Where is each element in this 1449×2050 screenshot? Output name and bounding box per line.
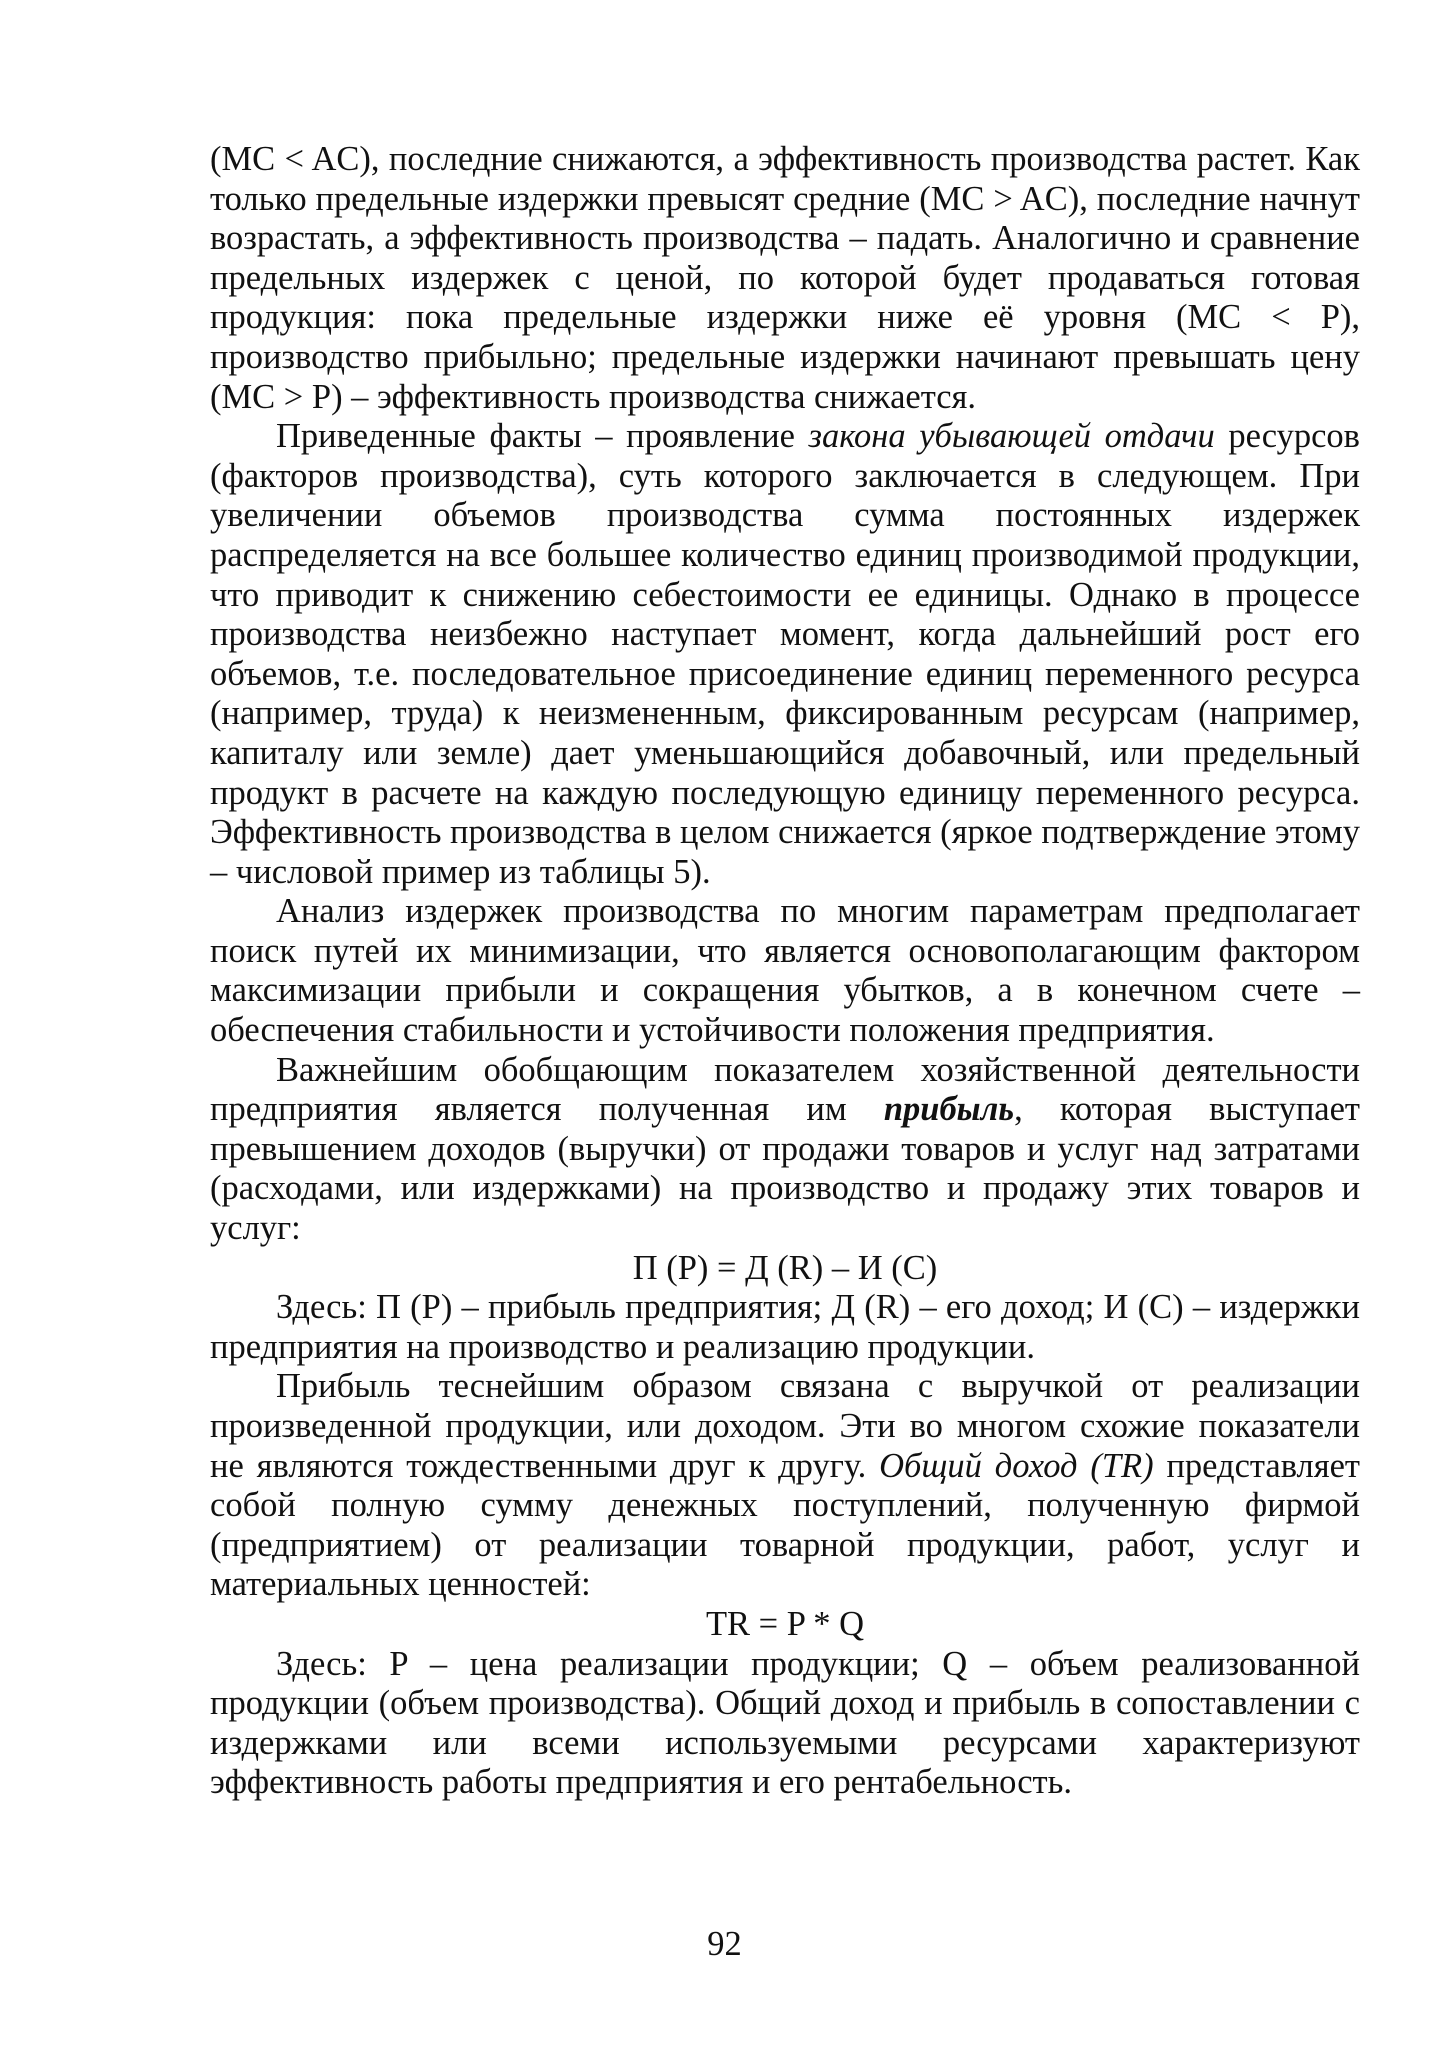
revenue-formula: TR = P * Q	[705, 1604, 865, 1643]
paragraph-3: Анализ издержек производства по многим параметрам предполагает поиск путей их минимизации, что является основополагающим фактором максимизации прибыли и сокращения убытков, а в конечном счете – обеспечения стабильности и устойчивости положения предприятия.	[210, 892, 1360, 1050]
page-body	[210, 140, 1360, 1803]
paragraph-2-text-start: Приведенные факты – проявление	[276, 417, 809, 456]
paragraph-6-text-start: Прибыль теснейшим образом связана с выручкой от реализации произведенной продукции, или доходом. Эти во многом схожие показатели не являются тождественными друг к другу.	[210, 1367, 1360, 1485]
paragraph-6-text-end: представляет собой полную сумму денежных поступлений, полученную фирмой (предприятием) от реализации товарной продукции, работ, услуг и материальных ценностей:	[210, 1446, 1361, 1604]
paragraph-2-text-end: ресурсов (факторов производства), суть которого заключается в следующем. При увеличении объемов производства сумма постоянных издержек распределяется на все большее количество единиц производимой продукции, что приводит к снижению себестоимости ее единицы. Однако в процессе производства неизбежно наступает момент, когда дальнейший рост его объемов, т.е. последовательное присоединение единиц переменного ресурса (например, труда) к неизмененным, фиксированным ресурсам (например, капиталу или земле) дает уменьшающийся добавочный, или предельный продукт в расчете на каждую последующую единицу переменного ресурса. Эффективность производства в целом снижается (яркое подтверждение этому – числовой пример из таблицы 5).	[210, 417, 1360, 891]
law-of-diminishing-returns-term: закона убывающей отдачи	[808, 417, 1215, 456]
paragraph-7: Здесь: P – цена реализации продукции; Q – объем реализованной продукции (объем производства). Общий доход и прибыль в сопоставлении с издержками или всеми используемыми ресурсами характеризуют эффективность работы предприятия и его рентабельность.	[210, 1644, 1360, 1802]
paragraph-5: Здесь: П (P) – прибыль предприятия; Д (R) – его доход; И (C) – издержки предприятия на производство и реализацию продукции.	[210, 1288, 1360, 1366]
paragraph-4-text-end: , которая выступает превышением доходов (выручки) от продажи товаров и услуг над затратами (расходами, или издержками) на производство и продажу этих товаров и услуг:	[210, 1090, 1360, 1248]
paragraph-4	[210, 1051, 1360, 1249]
paragraph-2	[210, 417, 1360, 892]
total-revenue-term: Общий доход (TR)	[879, 1446, 1154, 1485]
profit-term: прибыль	[883, 1090, 1015, 1129]
profit-formula: П (P) = Д (R) – И (C)	[632, 1248, 938, 1287]
page-number: 92	[707, 1925, 742, 1963]
paragraph-6	[210, 1367, 1360, 1605]
paragraph-4-text-start: Важнейшим обобщающим показателем хозяйственной деятельности предприятия является полученная им	[210, 1050, 1360, 1129]
paragraph-1: (MC < AC), последние снижаются, а эффективность производства растет. Как только предельные издержки превысят средние (MC > AC), последние начнут возрастать, а эффективность производства – падать. Аналогично и сравнение предельных издержек с ценой, по которой будет продаваться готовая продукция: пока предельные издержки ниже её уровня (MC < P), производство прибыльно; предельные издержки начинают превышать цену (MC > P) – эффективность производства снижается.	[210, 140, 1360, 416]
